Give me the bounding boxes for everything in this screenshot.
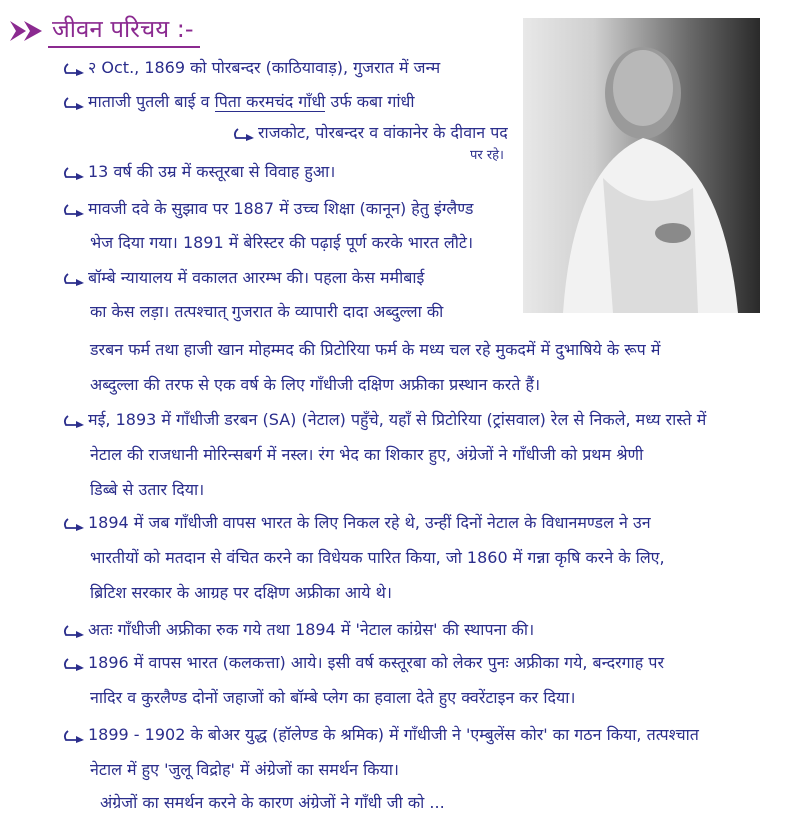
text-line: नेटाल में हुए 'जुलू विद्रोह' में अंग्रेजों का समर्थन किया। <box>90 760 399 779</box>
arrow-bullet-icon <box>62 62 86 76</box>
section-heading <box>8 14 200 48</box>
bullet-line: माताजी पुतली बाई व पिता करमचंद गाँधी उर्फ कबा गांधी <box>62 91 415 113</box>
sub-bullet-line: राजकोट, पोरबन्दर व वांकानेर के दीवान पद <box>232 122 508 144</box>
arrow-bullet-icon <box>62 96 86 110</box>
bullet-line: 1896 में वापस भारत (कलकत्ता) आये। इसी वर्ष कस्तूरबा को लेकर पुनः अफ्रीका गये, बन्दरगाह पर <box>62 652 664 674</box>
arrow-bullet-icon <box>62 657 86 671</box>
text-line: नेटाल की राजधानी मोरिन्सबर्ग में नस्ल। रंग भेद का शिकार हुए, अंग्रेजों ने गाँधीजी को प्रथम श्रेणी <box>90 445 644 464</box>
arrow-bullet-icon <box>62 517 86 531</box>
bullet-line: मावजी दवे के सुझाव पर 1887 में उच्च शिक्षा (कानून) हेतु इंग्लैण्ड <box>62 198 473 220</box>
heading-text: जीवन परिचय :- <box>48 14 200 48</box>
bullet-line: 13 वर्ष की उम्र में कस्तूरबा से विवाह हुआ। <box>62 161 335 183</box>
text-line: डिब्बे से उतार दिया। <box>90 480 205 499</box>
arrow-bullet-icon <box>62 272 86 286</box>
arrow-bullet-icon <box>62 414 86 428</box>
arrow-bullet-icon <box>62 729 86 743</box>
bullet-line: 1899 - 1902 के बोअर युद्ध (हॉलेण्ड के श्रमिक) में गाँधीजी ने 'एम्बुलेंस कोर' का गठन किया, तत्पश्चात <box>62 724 699 746</box>
text-line: अब्दुल्ला की तरफ से एक वर्ष के लिए गाँधीजी दक्षिण अफ्रीका प्रस्थान करते हैं। <box>90 375 541 394</box>
text-line: डरबन फर्म तथा हाजी खान मोहम्मद की प्रिटोरिया फर्म के मध्य चल रहे मुकदमें में दुभाषिये के रूप में <box>90 340 661 359</box>
text-line: भारतीयों को मतदान से वंचित करने का विधेयक पारित किया, जो 1860 में गन्ना कृषि करने के लिए, <box>90 548 665 567</box>
text-line: का केस लड़ा। तत्पश्चात् गुजरात के व्यापारी दादा अब्दुल्ला की <box>90 302 444 321</box>
arrow-bullet-icon <box>62 624 86 638</box>
text-line: भेज दिया गया। 1891 में बेरिस्टर की पढ़ाई पूर्ण करके भारत लौटे। <box>90 233 474 252</box>
bullet-line: मई, 1893 में गाँधीजी डरबन (SA) (नेटाल) पहुँचे, यहाँ से प्रिटोरिया (ट्रांसवाल) रेल से निकले, मध्य रास्ते में <box>62 409 706 431</box>
arrow-bullet-icon <box>62 203 86 217</box>
bullet-line: अतः गाँधीजी अफ्रीका रुक गये तथा 1894 में 'नेटाल कांग्रेस' की स्थापना की। <box>62 619 534 641</box>
double-chevron-icon <box>8 18 48 44</box>
text-line: ब्रिटिश सरकार के आग्रह पर दक्षिण अफ्रीका आये थे। <box>90 583 392 602</box>
gandhi-photo <box>523 18 760 313</box>
bullet-line: 1894 में जब गाँधीजी वापस भारत के लिए निकल रहे थे, उन्हीं दिनों नेटाल के विधानमण्डल ने उन <box>62 512 651 534</box>
arrow-bullet-icon <box>232 127 256 141</box>
arrow-bullet-icon <box>62 166 86 180</box>
bullet-line: २ Oct., 1869 को पोरबन्दर (काठियावाड़), गुजरात में जन्म <box>62 57 440 79</box>
text-line-cutoff: अंग्रेजों का समर्थन करने के कारण अंग्रेजों ने गाँधी जी को ... <box>100 793 445 812</box>
bullet-line: बॉम्बे न्यायालय में वकालत आरम्भ की। पहला केस ममीबाई <box>62 267 424 289</box>
text-line: पर रहे। <box>470 148 504 163</box>
text-line: नादिर व कुरलैण्ड दोनों जहाजों को बॉम्बे प्लेग का हवाला देते हुए क्वरेंटाइन कर दिया। <box>90 688 576 707</box>
